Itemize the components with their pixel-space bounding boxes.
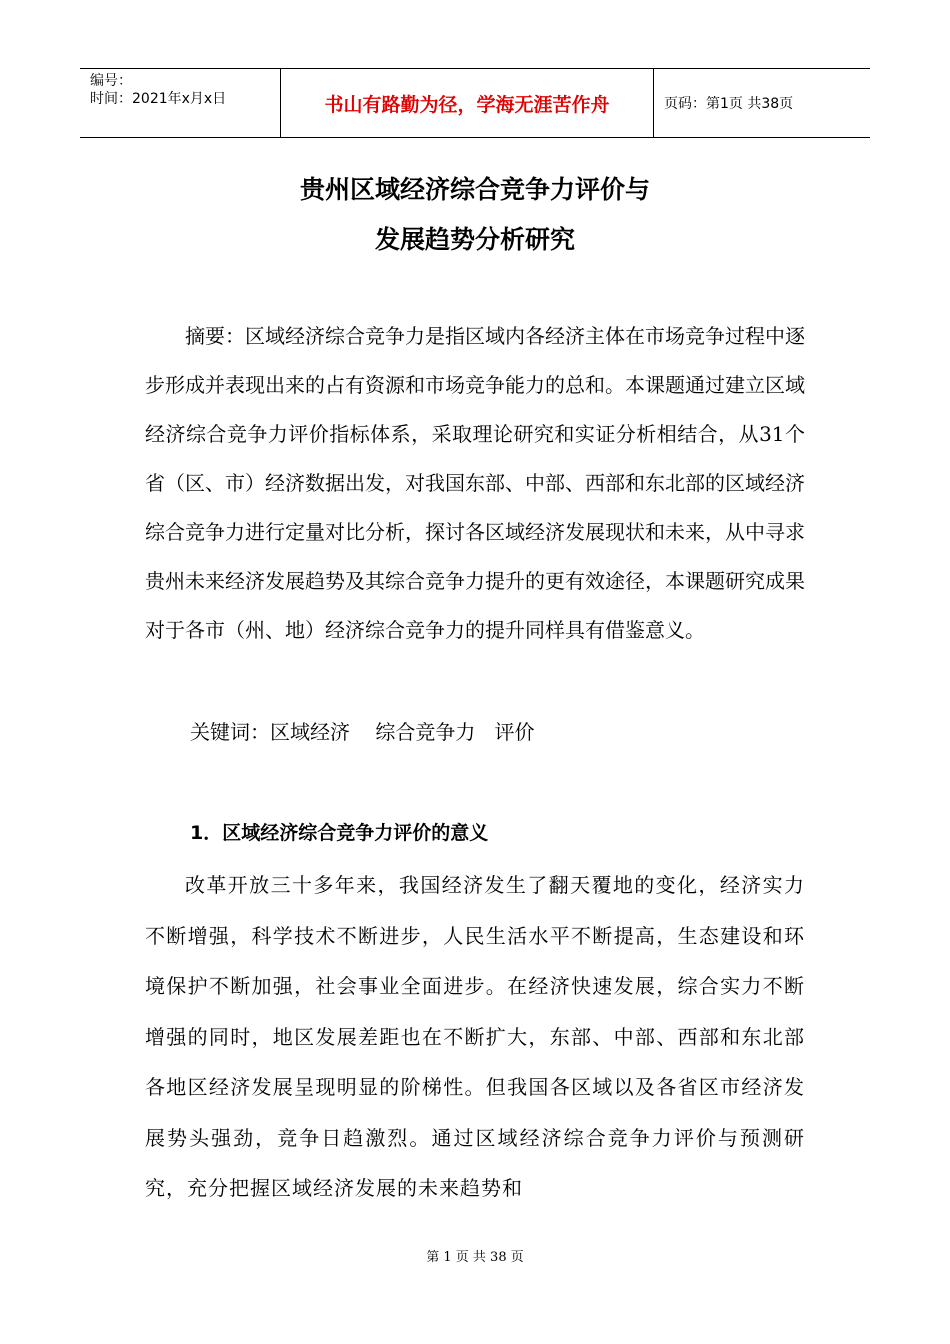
number-label: 编号： — [90, 73, 132, 89]
header-meta — [80, 69, 280, 137]
page-header — [80, 68, 870, 138]
keywords-line: 关键词：区域经济 综合竞争力 评价 — [190, 720, 535, 744]
title-line-1: 贵州区域经济综合竞争力评价与 — [299, 175, 650, 204]
time-label: 时间：2021年x月x日 — [90, 91, 227, 107]
title-line-2: 发展趋势分析研究 — [374, 225, 575, 254]
section-1-heading: 1．区域经济综合竞争力评价的意义 — [190, 822, 489, 844]
header-page-info: 页码：第1页 共38页 — [664, 96, 794, 112]
section-1-body: 改革开放三十多年来，我国经济发生了翻天覆地的变化，经济实力不断增强，科学技术不断进步，人民生活水平不断提高，生态建设和环境保护不断加强，社会事业全面进步。在经济快速发展，综合实力不断增强的同时，地区发展差距也在不断扩大，东部、中部、西部和东北部各地区经济发展呈现明显的阶梯性。但我国各区域以及各省区市经济发展势头强劲，竞争日趋激烈。通过区域经济综合竞争力评价与预测研究，充分把握区域经济发展的未来趋势和 — [145, 873, 805, 1200]
header-motto: 书山有路勤为径，学海无涯苦作舟 — [280, 69, 654, 137]
page-footer: 第 1 页 共 38 页 — [426, 1250, 524, 1265]
abstract-paragraph: 摘要：区域经济综合竞争力是指区域内各经济主体在市场竞争过程中逐步形成并表现出来的占有资源和市场竞争能力的总和。本课题通过建立区域经济综合竞争力评价指标体系，采取理论研究和实证分析相结合，从31个省（区、市）经济数据出发，对我国东部、中部、西部和东北部的区域经济综合竞争力进行定量对比分析，探讨各区域经济发展现状和未来，从中寻求贵州未来经济发展趋势及其综合竞争力提升的更有效途径，本课题研究成果对于各市（州、地）经济综合竞争力的提升同样具有借鉴意义。 — [145, 324, 805, 642]
